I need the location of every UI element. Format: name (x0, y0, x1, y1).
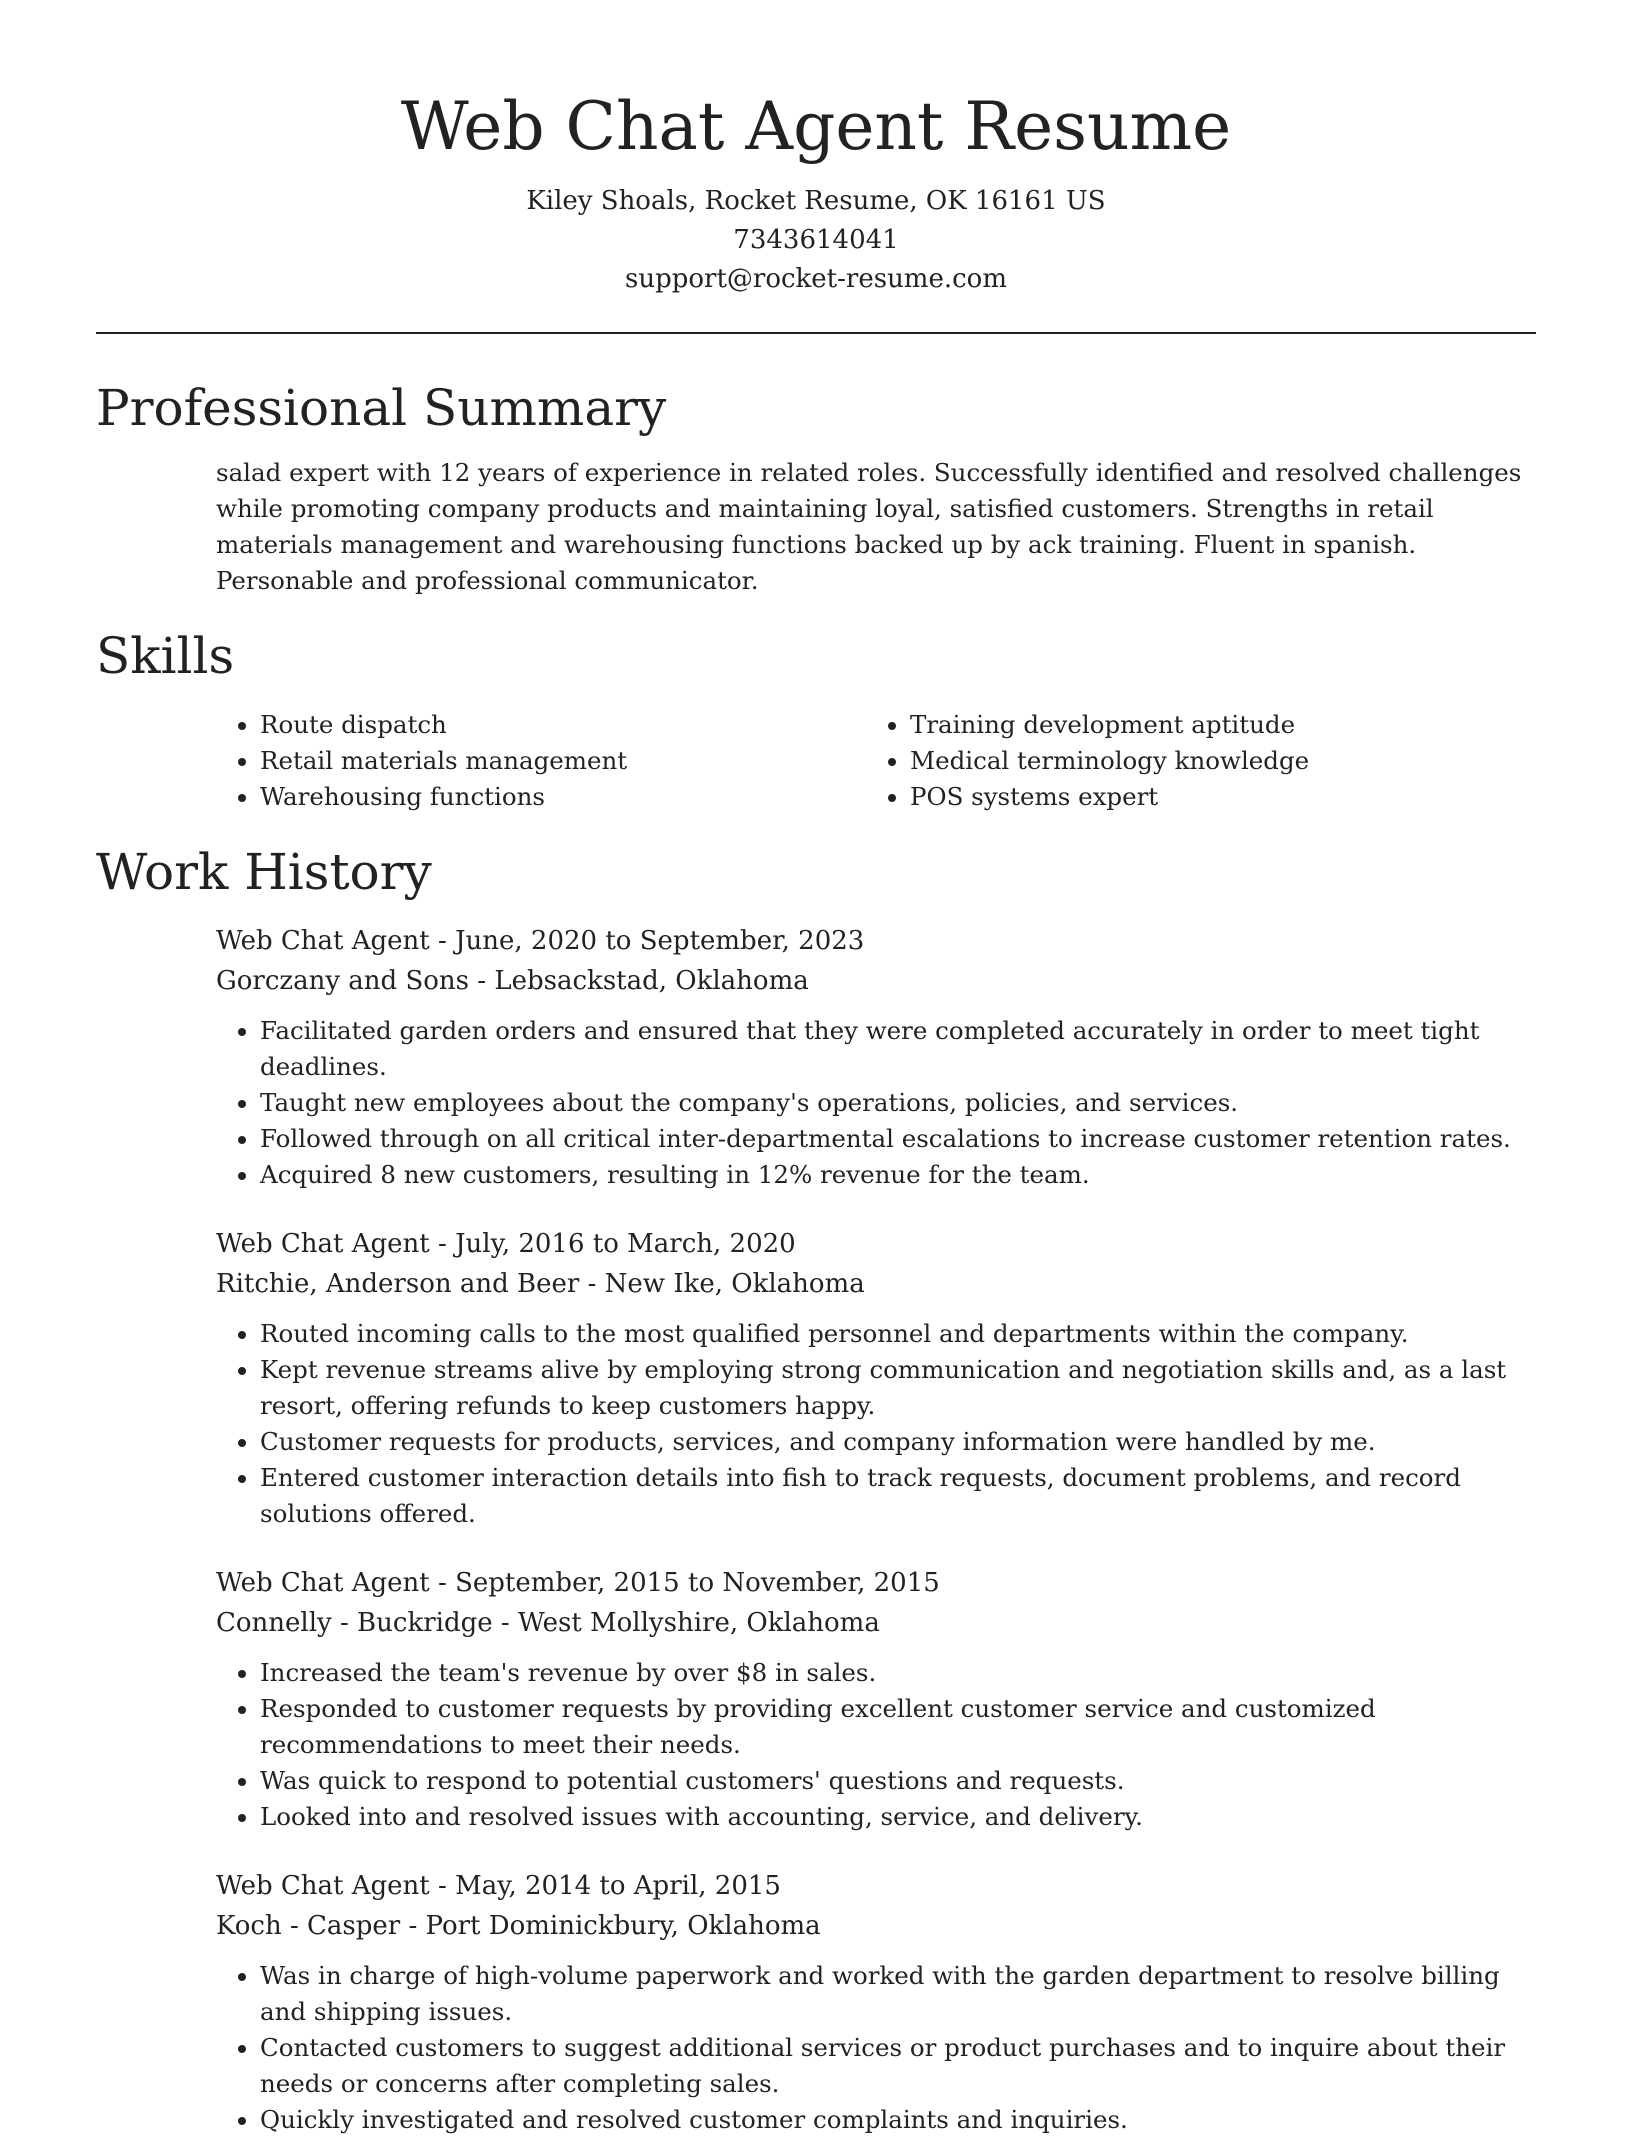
job-company-line (216, 961, 1536, 1001)
separator: - (469, 966, 495, 996)
job-company: Connelly - Buckridge (216, 1608, 493, 1638)
duty-item: • Was quick to respond to potential customers' questions and requests. (260, 1763, 1550, 1799)
duty-item: • Taught new employees about the company's operations, policies, and services. (260, 1085, 1550, 1121)
skill-item: • Route dispatch (260, 707, 866, 743)
job-dates: June, 2020 to September, 2023 (455, 926, 865, 956)
job-dates: May, 2014 to April, 2015 (455, 1871, 781, 1901)
job-duties (216, 1655, 1550, 1835)
separator: - (429, 1871, 456, 1901)
job-location: West Mollyshire, Oklahoma (517, 1608, 880, 1638)
job-location: New Ike, Oklahoma (604, 1269, 865, 1299)
job-company: Ritchie, Anderson and Beer (216, 1269, 580, 1299)
job-duties (216, 1958, 1550, 2138)
job-title-line (216, 921, 1536, 961)
skills-column-right (866, 707, 1516, 815)
resume-header (96, 0, 1536, 299)
contact-address: Kiley Shoals, Rocket Resume, OK 16161 US (526, 186, 1106, 216)
resume-page (96, 0, 1536, 2138)
duty-item: • Entered customer interaction details into fish to track requests, document problems, and record solutions offered. (260, 1460, 1550, 1532)
skill-item: • Medical terminology knowledge (910, 743, 1516, 779)
duty-item: • Customer requests for products, services, and company information were handled by me. (260, 1424, 1550, 1460)
job-entry (216, 1224, 1536, 1532)
duty-item: • Increased the team's revenue by over $8 in sales. (260, 1655, 1550, 1691)
job-title: Web Chat Agent (216, 926, 430, 956)
separator: - (429, 1229, 456, 1259)
job-title: Web Chat Agent (216, 1568, 430, 1598)
separator: - (492, 1608, 518, 1638)
skills-heading: Skills (96, 627, 235, 685)
separator: - (429, 926, 456, 956)
duty-item: • Responded to customer requests by providing excellent customer service and customized recommendations to meet their needs. (260, 1691, 1550, 1763)
duty-item: • Facilitated garden orders and ensured that they were completed accurately in order to meet tight deadlines. (260, 1013, 1550, 1085)
job-dates: September, 2015 to November, 2015 (455, 1568, 940, 1598)
duty-item: • Was in charge of high-volume paperwork and worked with the garden department to resolve billing and shipping issues. (260, 1958, 1550, 2030)
job-title: Web Chat Agent (216, 1229, 430, 1259)
job-title: Web Chat Agent (216, 1871, 430, 1901)
duty-item: • Acquired 8 new customers, resulting in 12% revenue for the team. (260, 1157, 1550, 1193)
contact-info (96, 182, 1536, 299)
skills-list (216, 707, 1536, 815)
duty-item: • Looked into and resolved issues with accounting, service, and delivery. (260, 1799, 1550, 1835)
job-dates: July, 2016 to March, 2020 (455, 1229, 796, 1259)
job-entry (216, 921, 1536, 1193)
job-duties (216, 1013, 1550, 1193)
job-entry (216, 1563, 1536, 1835)
job-duties (216, 1316, 1550, 1532)
resume-title: Web Chat Agent Resume (400, 88, 1232, 165)
work-history-heading: Work History (96, 843, 432, 901)
job-title-line (216, 1866, 1536, 1906)
duty-item: • Followed through on all critical inter-departmental escalations to increase customer retention rates. (260, 1121, 1550, 1157)
duty-item: • Contacted customers to suggest additional services or product purchases and to inquire about their needs or concerns after completing sales. (260, 2030, 1550, 2102)
contact-phone: 7343614041 (733, 225, 899, 255)
separator: - (400, 1911, 426, 1941)
summary-text: salad expert with 12 years of experience in related roles. Successfully identified and resolved challenges while promoting company products and maintaining loyal, satisfied customers. Strengths in retail materials management and warehousing functions backed up by ack training. Fluent in spanish. Personable and professional communicator. (216, 458, 1522, 595)
skill-item: • Retail materials management (260, 743, 866, 779)
skill-item: • Warehousing functions (260, 779, 866, 815)
job-company: Gorczany and Sons (216, 966, 470, 996)
separator: - (579, 1269, 605, 1299)
header-divider (96, 332, 1536, 334)
duty-item: • Kept revenue streams alive by employing strong communication and negotiation skills and, as a last resort, offering refunds to keep customers happy. (260, 1352, 1550, 1424)
skill-item: • Training development aptitude (910, 707, 1516, 743)
job-entry (216, 1866, 1536, 2138)
skill-item: • POS systems expert (910, 779, 1516, 815)
job-location: Port Dominickbury, Oklahoma (425, 1911, 821, 1941)
duty-item: • Routed incoming calls to the most qualified personnel and departments within the company. (260, 1316, 1550, 1352)
job-location: Lebsackstad, Oklahoma (494, 966, 809, 996)
skills-column-left (216, 707, 866, 815)
contact-email: support@rocket-resume.com (624, 264, 1007, 294)
job-company-line (216, 1906, 1536, 1946)
job-company-line (216, 1264, 1536, 1304)
separator: - (429, 1568, 456, 1598)
job-company: Koch - Casper (216, 1911, 401, 1941)
duty-item: • Quickly investigated and resolved customer complaints and inquiries. (260, 2102, 1550, 2138)
job-title-line (216, 1224, 1536, 1264)
summary-heading: Professional Summary (96, 379, 667, 437)
job-company-line (216, 1603, 1536, 1643)
job-title-line (216, 1563, 1536, 1603)
